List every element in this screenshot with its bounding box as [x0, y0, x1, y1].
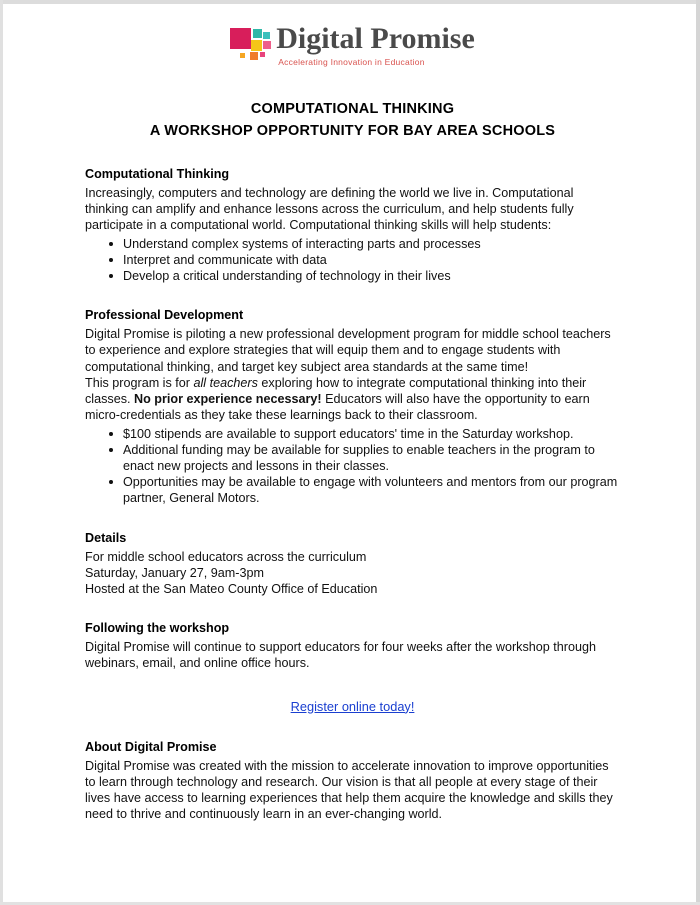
logo-tagline: Accelerating Innovation in Education	[278, 57, 425, 67]
list-item: Opportunities may be available to engage with volunteers and mentors from our program partner, General Motors.	[123, 474, 620, 506]
section-paragraph-about-digital-promise	[85, 758, 620, 823]
list-item: Interpret and communicate with data	[123, 252, 620, 268]
page-title-line-2: A WORKSHOP OPPORTUNITY FOR BAY AREA SCHOOLS	[149, 123, 556, 140]
page-title-line-1: COMPUTATIONAL THINKING	[250, 101, 455, 117]
paragraph-line: Digital Promise will continue to support educators for four weeks after the workshop through	[85, 640, 596, 655]
bullet-list-professional-development	[85, 426, 620, 507]
section-heading-following-the-workshop: Following the workshop	[85, 621, 230, 636]
section-paragraph-professional-development	[85, 326, 620, 375]
paragraph-line: Digital Promise is piloting a new professional development program for middle school teachers	[85, 327, 611, 342]
digital-promise-logo	[230, 24, 475, 68]
list-item: Develop a critical understanding of technology in their lives	[123, 268, 620, 284]
section-paragraph-details	[85, 549, 620, 598]
paragraph-text-part: This program is for	[85, 375, 194, 390]
digital-promise-logo-mark-icon	[230, 24, 274, 68]
section-computational-thinking	[85, 165, 620, 284]
section-following-the-workshop	[85, 619, 620, 671]
details-line-datetime: Saturday, January 27, 9am-3pm	[85, 565, 264, 580]
paragraph-line: thinking can amplify and enhance lessons across the curriculum, and help students fully	[85, 202, 574, 217]
section-paragraph-following-the-workshop	[85, 639, 620, 671]
register-online-link[interactable]: Register online today!	[290, 698, 415, 714]
logo-header	[85, 0, 620, 74]
section-professional-development	[85, 306, 620, 506]
section-heading-computational-thinking: Computational Thinking	[85, 166, 230, 181]
paragraph-line: to learn through technology and research. Our vision is that all people at every stage of their	[85, 774, 598, 789]
section-paragraph-program-audience	[85, 375, 620, 424]
list-item: $100 stipends are available to support educators' time in the Saturday workshop.	[123, 426, 620, 442]
section-heading-professional-development: Professional Development	[85, 308, 244, 323]
paragraph-line: lives have access to learning experiences that help them acquire the knowledge and skills they	[85, 791, 613, 806]
logo-wordmark: Digital Promise	[276, 22, 475, 55]
paragraph-line: need to thrive and continuously learn in an ever-changing world.	[85, 807, 443, 822]
paragraph-line: Increasingly, computers and technology are defining the world we live in. Computational	[85, 185, 574, 200]
paragraph-line: computational thinking, and target key subject area standards at the same time!	[85, 359, 529, 374]
paragraph-line: Digital Promise was created with the mission to accelerate innovation to improve opportunities	[85, 758, 609, 773]
details-line-location: Hosted at the San Mateo County Office of Education	[85, 582, 378, 597]
register-link-container	[85, 698, 620, 716]
page-title	[85, 98, 620, 143]
list-item: Additional funding may be available for supplies to enable teachers in the program to enact new projects and lessons in their classes.	[123, 442, 620, 474]
bullet-list-computational-thinking	[85, 236, 620, 285]
paragraph-bold-phrase: No prior experience necessary!	[134, 392, 322, 407]
section-heading-about-digital-promise: About Digital Promise	[85, 739, 217, 754]
list-item: Understand complex systems of interacting parts and processes	[123, 236, 620, 252]
section-about-digital-promise	[85, 738, 620, 823]
section-details	[85, 529, 620, 598]
logo-text-block	[276, 24, 475, 68]
paragraph-line: webinars, email, and online office hours.	[85, 656, 310, 671]
paragraph-line: to experience and explore strategies that will equip them and to engage students with	[85, 343, 561, 358]
paragraph-line: participate in a computational world. Computational thinking skills will help students:	[85, 218, 552, 233]
paragraph-text-part: exploring how to integrate computational thinking into their classes.	[85, 375, 587, 407]
section-paragraph-computational-thinking	[85, 185, 620, 234]
details-line-audience: For middle school educators across the curriculum	[85, 549, 367, 564]
section-heading-details: Details	[85, 530, 127, 545]
paragraph-text-part: Educators will also have the opportunity to earn micro-credentials as they take these learnings back to their classroom.	[85, 392, 590, 423]
paragraph-italic-phrase: all teachers	[193, 375, 258, 390]
